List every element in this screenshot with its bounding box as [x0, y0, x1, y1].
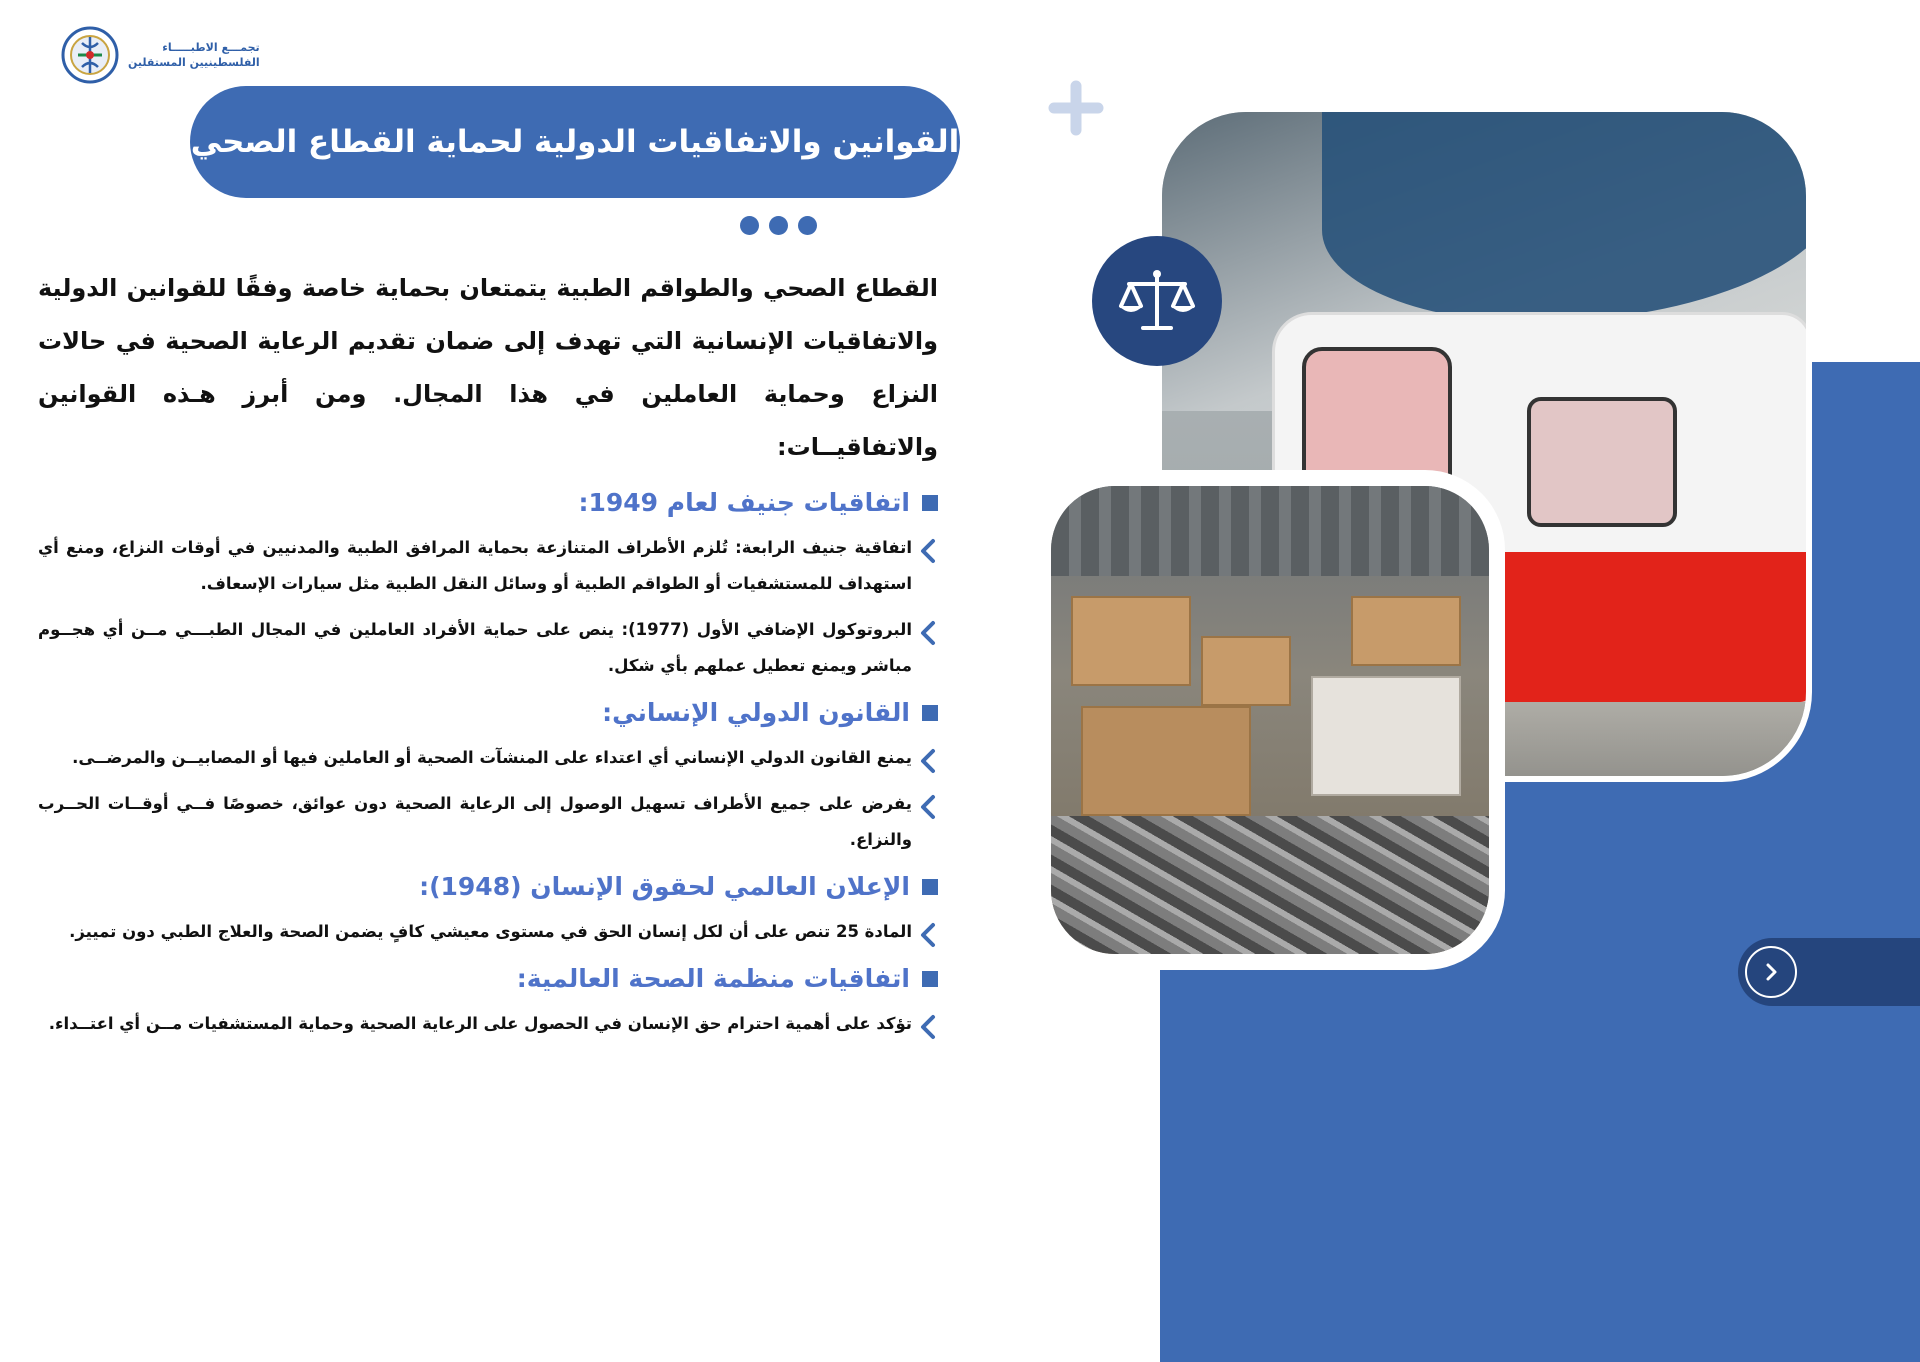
photo-box — [1201, 636, 1291, 706]
chevron-left-icon — [918, 748, 938, 774]
logo-line-1: تجمـــع الاطبـــــاء — [162, 41, 260, 54]
list-item — [38, 786, 938, 858]
list-item-text: البروتوكول الإضافي الأول (1977): ينص على حماية الأفراد العاملين في المجال الطبـــي مــن أي هجــوم مباشر ويمنع تعطيل عملهم بأي شكل. — [38, 620, 912, 675]
warehouse-photo — [1035, 470, 1505, 970]
list-item-text: اتفاقية جنيف الرابعة: تُلزم الأطراف المتنازعة بحماية المرافق الطبية والمدنيين في أوقات النزاع، ومنع أي استهداف للمستشفيات أو الطواقم الطبية أو وسائل النقل الطبية مثل سيارات الإسعاف. — [38, 538, 912, 593]
chevron-left-icon — [918, 794, 938, 820]
dot — [798, 216, 817, 235]
section-heading — [38, 694, 938, 732]
main-content — [38, 262, 938, 1052]
page-title: القوانين والاتفاقيات الدولية لحماية القطاع الصحي — [190, 124, 960, 160]
dot — [769, 216, 788, 235]
photo-box — [1311, 676, 1461, 796]
plus-icon — [1048, 80, 1104, 136]
ambulance-window — [1527, 397, 1677, 527]
list-item-text: يمنع القانون الدولي الإنساني أي اعتداء على المنشآت الصحية أو العاملين فيها أو المصابيــن والمرضــى. — [72, 748, 912, 767]
logo-emblem-icon — [60, 25, 120, 85]
section-geneva — [38, 484, 938, 684]
chevron-left-icon — [918, 1014, 938, 1040]
section-ihl — [38, 694, 938, 858]
intro-paragraph: القطاع الصحي والطواقم الطبية يتمتعان بحماية خاصة وفقًا للقوانين الدولية والاتفاقيات الإنسانية التي تهدف إلى ضمان تقديم الرعاية الصحية في حالات النزاع وحماية العاملين في هذا المجال. ومن أبرز هـذه القوانين والاتفاقيــات: — [38, 274, 938, 461]
dot — [740, 216, 759, 235]
section-heading — [38, 960, 938, 998]
logo-line-2: الفلسطينيين المستقلين — [128, 56, 260, 69]
photo-box — [1351, 596, 1461, 666]
square-bullet-icon — [922, 705, 938, 721]
next-button[interactable] — [1745, 946, 1797, 998]
list-item-text: المادة 25 تنص على أن لكل إنسان الحق في مستوى معيشي كافٍ يضمن الصحة والعلاج الطبي دون تمييز. — [69, 922, 912, 941]
list-item — [38, 612, 938, 684]
section-heading-text: اتفاقيات جنيف لعام 1949: — [578, 488, 910, 517]
photo-box — [1071, 596, 1191, 686]
list-item — [38, 530, 938, 602]
list-item — [38, 914, 938, 950]
section-heading-text: الإعلان العالمي لحقوق الإنسان (1948): — [419, 872, 910, 901]
chevron-left-icon — [918, 922, 938, 948]
list-item — [38, 740, 938, 776]
photo-debris — [1051, 816, 1489, 956]
section-heading-text: اتفاقيات منظمة الصحة العالمية: — [516, 964, 910, 993]
chevron-right-icon — [1760, 961, 1782, 983]
list-item-text: يفرض على جميع الأطراف تسهيل الوصول إلى الرعاية الصحية دون عوائق، خصوصًا فــي أوقــات الحــرب والنزاع. — [38, 794, 912, 849]
photo-box — [1081, 706, 1251, 816]
section-heading-text: القانون الدولي الإنساني: — [602, 698, 910, 727]
section-heading — [38, 868, 938, 906]
list-item — [38, 1006, 938, 1042]
section-udhr — [38, 868, 938, 950]
chevron-left-icon — [918, 538, 938, 564]
title-banner — [190, 86, 960, 198]
photo-roof — [1051, 486, 1489, 576]
logo-text — [128, 40, 260, 70]
chevron-left-icon — [918, 620, 938, 646]
square-bullet-icon — [922, 879, 938, 895]
list-item-text: تؤكد على أهمية احترام حق الإنسان في الحصول على الرعاية الصحية وحماية المستشفيات مــن أي اعتــداء. — [48, 1014, 912, 1033]
scales-badge — [1092, 236, 1222, 366]
section-heading — [38, 484, 938, 522]
section-who — [38, 960, 938, 1042]
scales-of-justice-icon — [1117, 266, 1197, 336]
square-bullet-icon — [922, 495, 938, 511]
square-bullet-icon — [922, 971, 938, 987]
logo — [60, 20, 270, 90]
decorative-dots — [740, 216, 817, 235]
